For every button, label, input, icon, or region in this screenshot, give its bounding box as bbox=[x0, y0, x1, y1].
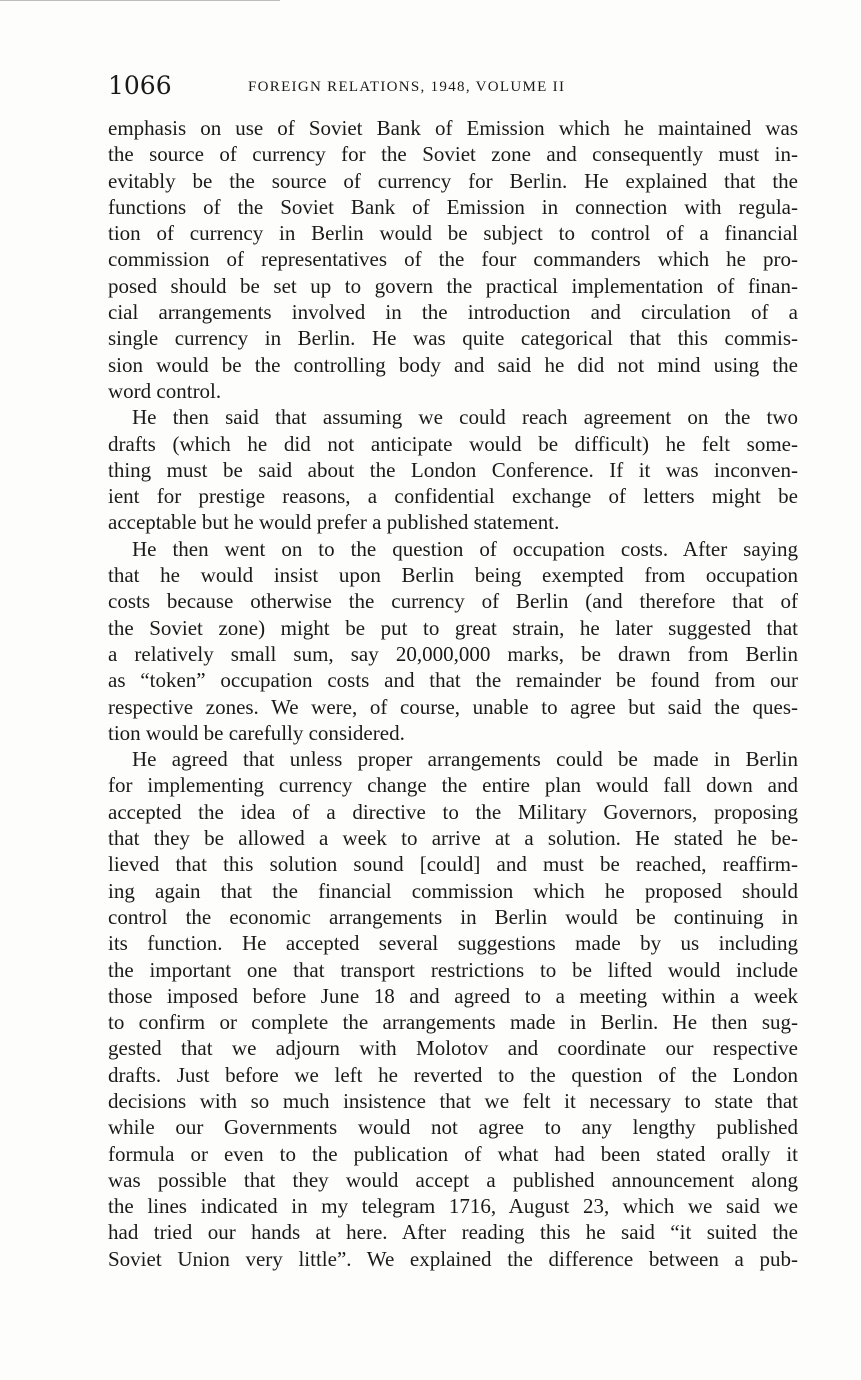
text-line: formula or even to the publication of what had been stated orally it bbox=[108, 1141, 798, 1166]
text-line: the important one that transport restrictions to be lifted would include bbox=[108, 957, 798, 982]
text-line: thing must be said about the London Conference. If it was inconven- bbox=[108, 457, 798, 482]
text-line: drafts. Just before we left he reverted to the question of the London bbox=[108, 1062, 798, 1087]
page-number: 1066 bbox=[108, 71, 172, 100]
text-line: evitably be the source of currency for Berlin. He explained that the bbox=[108, 168, 798, 193]
text-line: that they be allowed a week to arrive at a solution. He stated he be- bbox=[108, 826, 798, 851]
text-line: the source of currency for the Soviet zone and consequently must in- bbox=[108, 142, 798, 167]
text-line: drafts (which he did not anticipate would be difficult) he felt some- bbox=[108, 431, 798, 456]
top-edge-rule bbox=[0, 0, 280, 1]
text-line: tion would be carefully considered. bbox=[108, 720, 405, 745]
text-line: decisions with so much insistence that we felt it necessary to state that bbox=[108, 1088, 798, 1113]
text-line: acceptable but he would prefer a published statement. bbox=[108, 510, 560, 535]
paragraph-first-line: He then went on to the question of occupation costs. After saying bbox=[132, 536, 798, 561]
text-line: its function. He accepted several suggestions made by us including bbox=[108, 931, 798, 956]
text-line: the lines indicated in my telegram 1716, August 23, which we said we bbox=[108, 1194, 798, 1219]
text-line: tion of currency in Berlin would be subject to control of a financial bbox=[108, 221, 798, 246]
text-line: for implementing currency change the entire plan would fall down and bbox=[108, 773, 798, 798]
text-line: emphasis on use of Soviet Bank of Emission which he maintained was bbox=[108, 116, 798, 140]
text-line: accepted the idea of a directive to the Military Governors, proposing bbox=[108, 799, 798, 824]
text-line: sion would be the controlling body and said he did not mind using the bbox=[108, 352, 798, 377]
page-header bbox=[108, 68, 798, 104]
text-line: while our Governments would not agree to any lengthy published bbox=[108, 1115, 798, 1140]
text-line: word control. bbox=[108, 378, 222, 403]
text-line: the Soviet zone) might be put to great strain, he later suggested that bbox=[108, 615, 798, 640]
text-line: functions of the Soviet Bank of Emission in connection with regula- bbox=[108, 194, 798, 219]
text-line: to confirm or complete the arrangements made in Berlin. He then sug- bbox=[108, 1010, 798, 1035]
text-line: ing again that the financial commission which he proposed should bbox=[108, 878, 798, 903]
text-line: as “token” occupation costs and that the remainder be found from our bbox=[108, 668, 798, 693]
text-line: costs because otherwise the currency of Berlin (and therefore that of bbox=[108, 589, 798, 614]
paragraph-first-line: He agreed that unless proper arrangements could be made in Berlin bbox=[132, 747, 798, 772]
text-line: a relatively small sum, say 20,000,000 marks, be drawn from Berlin bbox=[108, 641, 798, 666]
running-head: FOREIGN RELATIONS, 1948, VOLUME II bbox=[248, 79, 566, 95]
text-line: single currency in Berlin. He was quite categorical that this commis- bbox=[108, 326, 798, 351]
text-line: Soviet Union very little”. We explained the difference between a pub- bbox=[108, 1246, 798, 1271]
text-line: respective zones. We were, of course, unable to agree but said the ques- bbox=[108, 694, 798, 719]
text-line: was possible that they would accept a published announcement along bbox=[108, 1167, 798, 1192]
text-line: those imposed before June 18 and agreed to a meeting within a week bbox=[108, 983, 798, 1008]
text-line: had tried our hands at here. After reading this he said “it suited the bbox=[108, 1220, 798, 1245]
text-line: posed should be set up to govern the practical implementation of finan- bbox=[108, 273, 798, 298]
paragraph-first-line: He then said that assuming we could reach agreement on the two bbox=[132, 405, 798, 430]
text-line: lieved that this solution sound [could] and must be reached, reaffirm- bbox=[108, 852, 798, 877]
text-line: gested that we adjourn with Molotov and coordinate our respective bbox=[108, 1036, 798, 1061]
text-line: cial arrangements involved in the introduction and circulation of a bbox=[108, 300, 798, 325]
text-line: that he would insist upon Berlin being exempted from occupation bbox=[108, 563, 798, 588]
text-line: commission of representatives of the four commanders which he pro- bbox=[108, 247, 798, 272]
text-line: ient for prestige reasons, a confidential exchange of letters might be bbox=[108, 484, 798, 509]
body-text bbox=[108, 115, 798, 1272]
text-line: control the economic arrangements in Berlin would be continuing in bbox=[108, 904, 798, 929]
